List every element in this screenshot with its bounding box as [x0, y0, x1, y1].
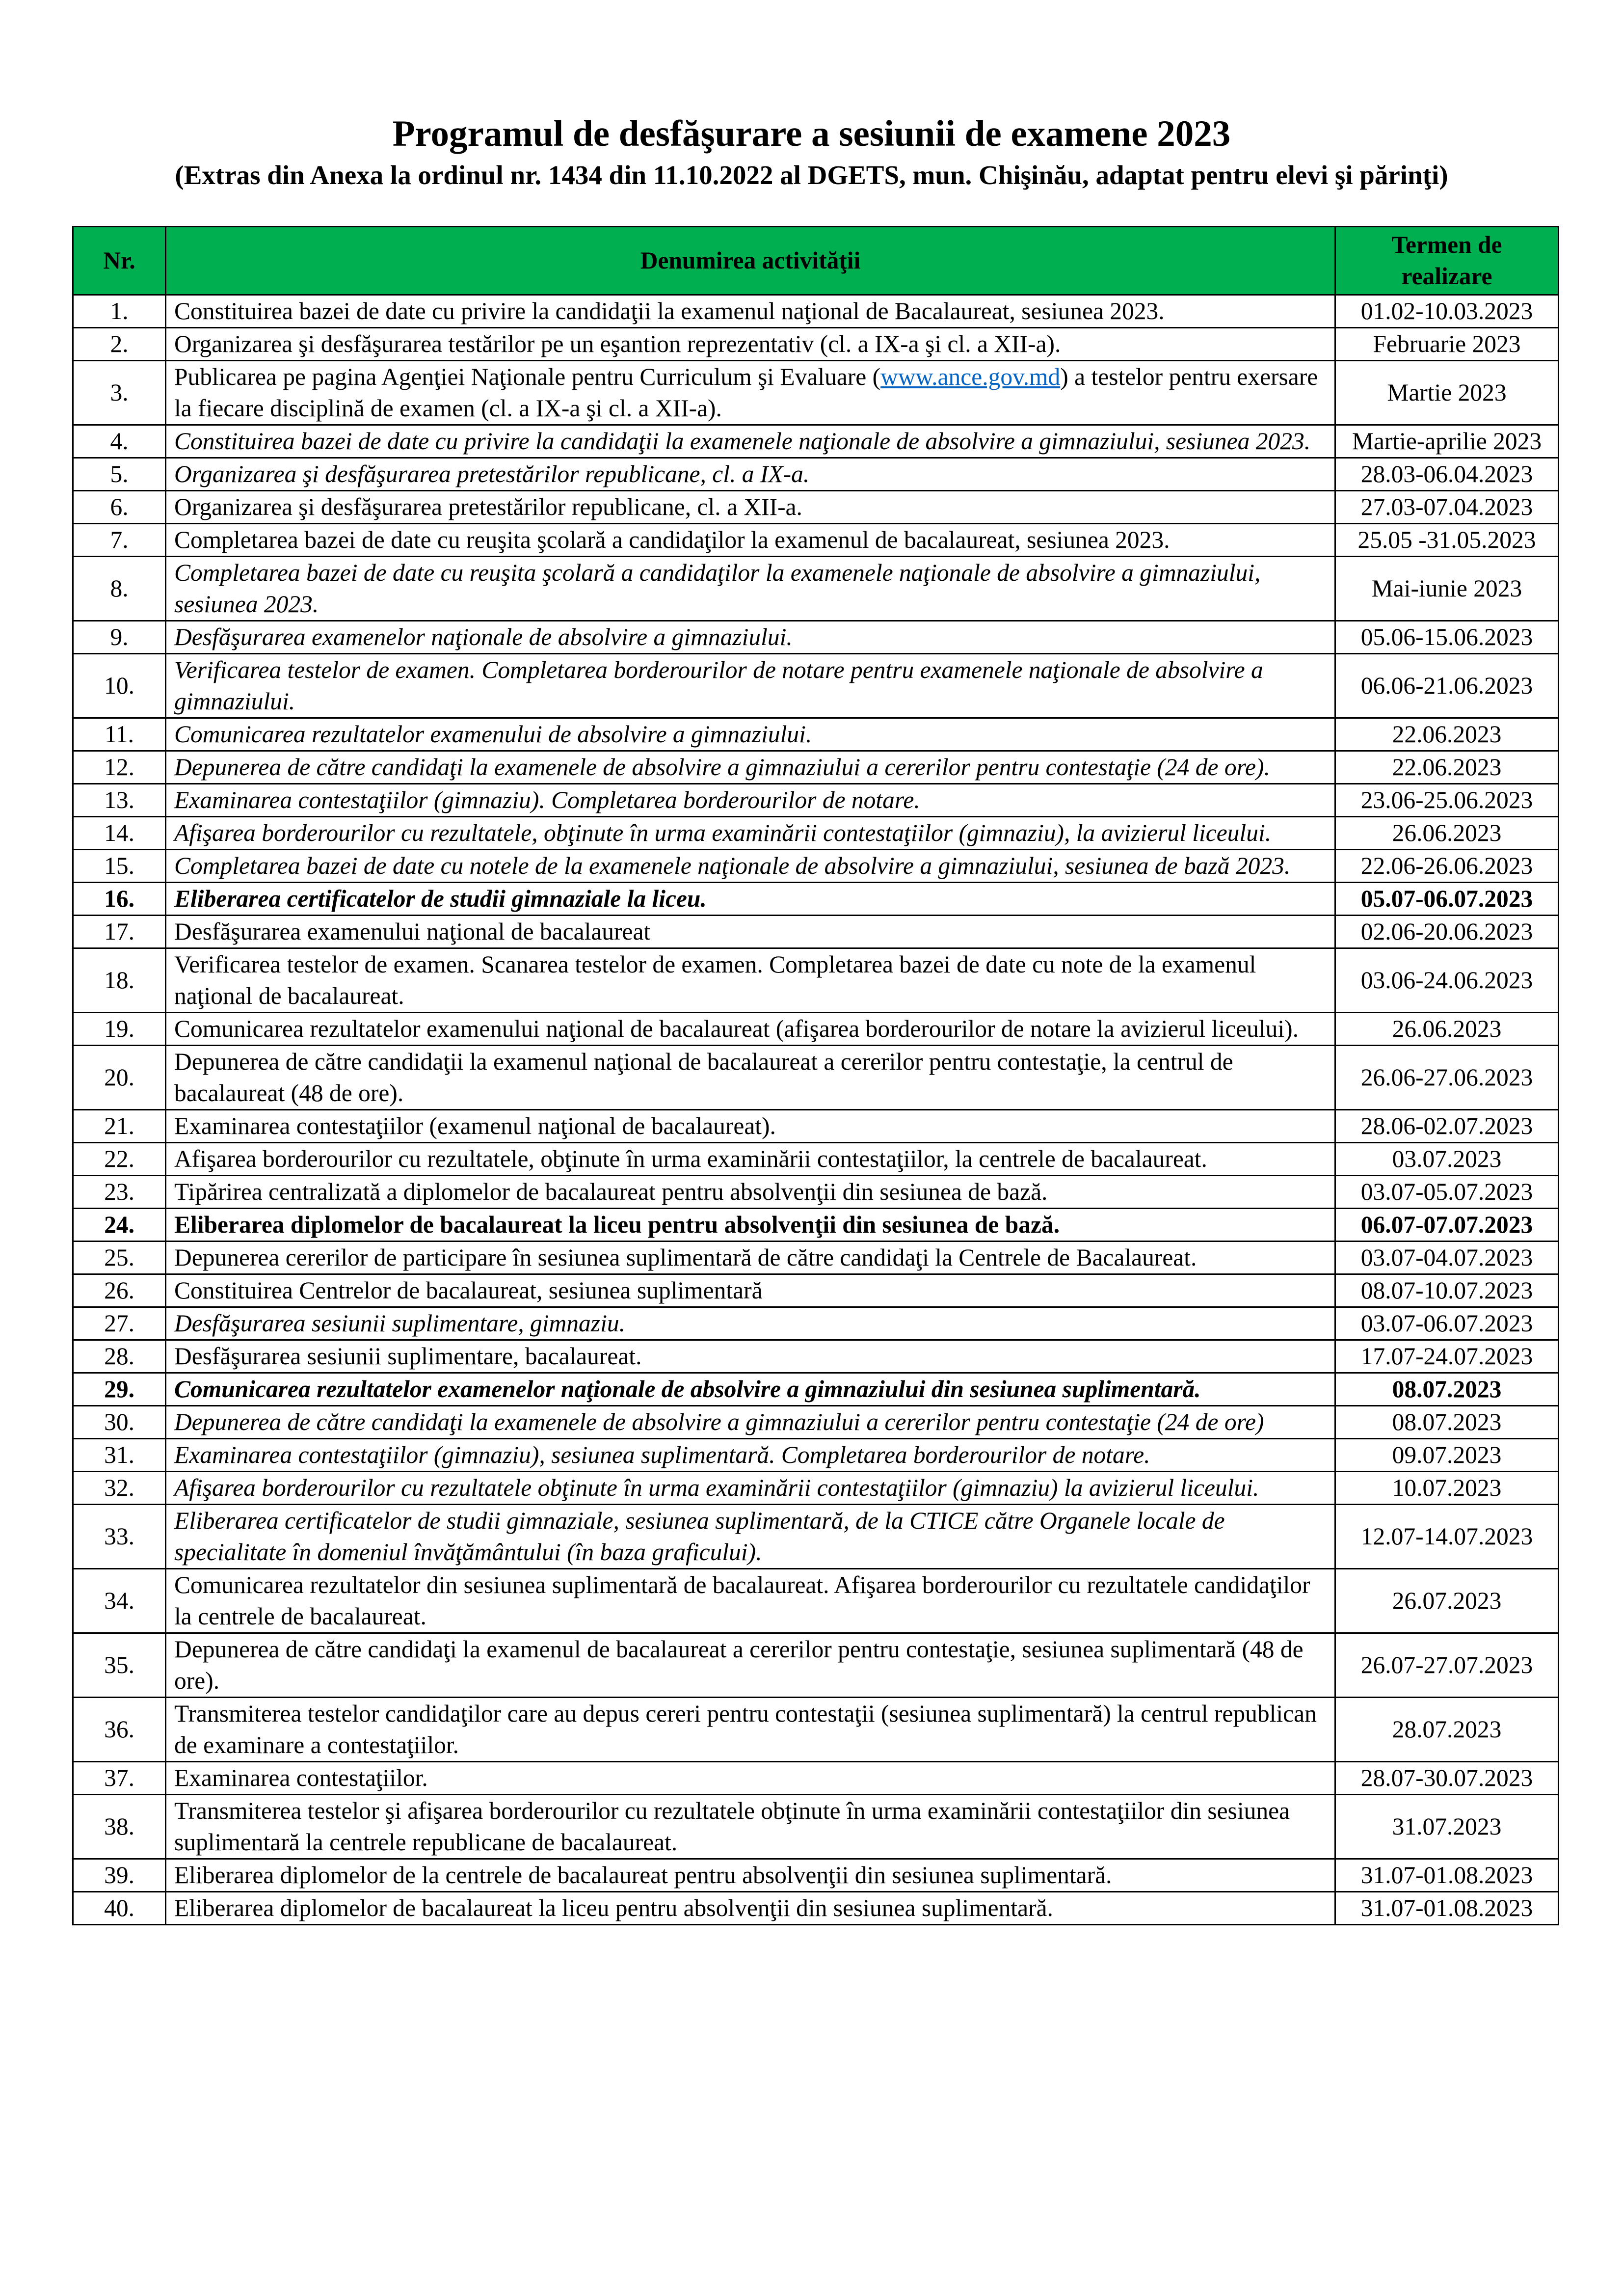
row-number: 1.	[73, 295, 166, 328]
row-term: 02.06-20.06.2023	[1335, 916, 1559, 948]
table-row	[73, 751, 1559, 784]
exam-schedule-table	[72, 226, 1559, 1925]
row-term: 08.07.2023	[1335, 1373, 1559, 1406]
row-number: 38.	[73, 1795, 166, 1859]
row-activity: Eliberarea certificatelor de studii gimnaziale, sesiunea suplimentară, de la CTICE către Organele locale de specialitate în domeniul învăţământului (în baza graficului).	[166, 1505, 1335, 1569]
row-number: 11.	[73, 718, 166, 751]
table-row	[73, 1143, 1559, 1176]
row-activity: Depunerea de către candidaţii la examenul naţional de bacalaureat a cererilor pentru contestaţie, la centrul de bacalaureat (48 de ore).	[166, 1046, 1335, 1110]
row-activity: Afişarea borderourilor cu rezultatele, obţinute în urma examinării contestaţiilor, la centrele de bacalaureat.	[166, 1143, 1335, 1176]
row-number: 16.	[73, 883, 166, 916]
table-row	[73, 916, 1559, 948]
table-row	[73, 948, 1559, 1013]
row-number: 29.	[73, 1373, 166, 1406]
row-term: 26.07-27.07.2023	[1335, 1633, 1559, 1698]
table-row	[73, 1505, 1559, 1569]
row-activity: Desfăşurarea examenului naţional de bacalaureat	[166, 916, 1335, 948]
row-term: 08.07.2023	[1335, 1406, 1559, 1439]
row-activity: Constituirea bazei de date cu privire la candidaţii la examenele naţionale de absolvire a gimnaziului, sesiunea 2023.	[166, 425, 1335, 458]
row-number: 14.	[73, 817, 166, 850]
table-row	[73, 621, 1559, 654]
row-number: 34.	[73, 1569, 166, 1633]
row-term: 05.07-06.07.2023	[1335, 883, 1559, 916]
row-term: Martie 2023	[1335, 361, 1559, 425]
row-number: 31.	[73, 1439, 166, 1472]
row-activity: Examinarea contestaţiilor.	[166, 1762, 1335, 1795]
row-activity: Eliberarea diplomelor de la centrele de bacalaureat pentru absolvenţii din sesiunea suplimentară.	[166, 1859, 1335, 1892]
row-activity: Depunerea cererilor de participare în sesiunea suplimentară de către candidaţi la Centrele de Bacalaureat.	[166, 1242, 1335, 1274]
row-number: 15.	[73, 850, 166, 883]
table-row	[73, 718, 1559, 751]
row-term: 28.07.2023	[1335, 1698, 1559, 1762]
row-number: 21.	[73, 1110, 166, 1143]
row-number: 4.	[73, 425, 166, 458]
row-activity: Afişarea borderourilor cu rezultatele obţinute în urma examinării contestaţiilor (gimnaziu) la avizierul liceului.	[166, 1472, 1335, 1505]
row-term: 28.06-02.07.2023	[1335, 1110, 1559, 1143]
row-number: 20.	[73, 1046, 166, 1110]
activity-text: Publicarea pe pagina Agenţiei Naţionale pentru Curriculum şi Evaluare (	[174, 363, 881, 390]
row-number: 3.	[73, 361, 166, 425]
row-term: 26.07.2023	[1335, 1569, 1559, 1633]
table-header-row	[73, 227, 1559, 295]
row-activity: Depunerea de către candidaţi la examenele de absolvire a gimnaziului a cererilor pentru contestaţie (24 de ore)	[166, 1406, 1335, 1439]
row-number: 12.	[73, 751, 166, 784]
row-term: 17.07-24.07.2023	[1335, 1340, 1559, 1373]
table-row	[73, 1176, 1559, 1209]
row-term: Mai-iunie 2023	[1335, 557, 1559, 621]
row-term: 26.06.2023	[1335, 817, 1559, 850]
row-activity: Examinarea contestaţiilor (gimnaziu), sesiunea suplimentară. Completarea borderourilor de notare.	[166, 1439, 1335, 1472]
row-activity: Depunerea de către candidaţi la examenul de bacalaureat a cererilor pentru contestaţie, sesiunea suplimentară (48 de ore).	[166, 1633, 1335, 1698]
row-number: 25.	[73, 1242, 166, 1274]
row-activity: Constituirea bazei de date cu privire la candidaţii la examenul naţional de Bacalaureat, sesiunea 2023.	[166, 295, 1335, 328]
table-row	[73, 1046, 1559, 1110]
row-activity	[166, 361, 1335, 425]
row-term: 23.06-25.06.2023	[1335, 784, 1559, 817]
row-term: 12.07-14.07.2023	[1335, 1505, 1559, 1569]
row-term: 03.07-05.07.2023	[1335, 1176, 1559, 1209]
row-term: 03.07-04.07.2023	[1335, 1242, 1559, 1274]
row-term: 22.06.2023	[1335, 718, 1559, 751]
table-row	[73, 1013, 1559, 1046]
row-number: 32.	[73, 1472, 166, 1505]
table-row	[73, 557, 1559, 621]
row-term: 10.07.2023	[1335, 1472, 1559, 1505]
row-number: 7.	[73, 524, 166, 557]
row-number: 13.	[73, 784, 166, 817]
row-term: 27.03-07.04.2023	[1335, 491, 1559, 524]
row-term: 31.07-01.08.2023	[1335, 1892, 1559, 1925]
table-row	[73, 1859, 1559, 1892]
row-activity: Desfăşurarea examenelor naţionale de absolvire a gimnaziului.	[166, 621, 1335, 654]
row-number: 19.	[73, 1013, 166, 1046]
row-activity: Eliberarea certificatelor de studii gimnaziale la liceu.	[166, 883, 1335, 916]
row-activity: Examinarea contestaţiilor (gimnaziu). Completarea borderourilor de notare.	[166, 784, 1335, 817]
row-activity: Examinarea contestaţiilor (examenul naţional de bacalaureat).	[166, 1110, 1335, 1143]
row-number: 10.	[73, 654, 166, 718]
row-activity: Transmiterea testelor şi afişarea borderourilor cu rezultatele obţinute în urma examinării contestaţiilor din sesiunea suplimentară la centrele republicane de bacalaureat.	[166, 1795, 1335, 1859]
row-number: 23.	[73, 1176, 166, 1209]
row-number: 39.	[73, 1859, 166, 1892]
table-row	[73, 1892, 1559, 1925]
row-term: 06.06-21.06.2023	[1335, 654, 1559, 718]
row-activity: Completarea bazei de date cu reuşita şcolară a candidaţilor la examenul de bacalaureat, sesiunea 2023.	[166, 524, 1335, 557]
row-term: 31.07-01.08.2023	[1335, 1859, 1559, 1892]
row-term: 26.06.2023	[1335, 1013, 1559, 1046]
header-term: Termen de realizare	[1335, 227, 1559, 295]
table-row	[73, 328, 1559, 361]
row-activity: Organizarea şi desfăşurarea testărilor pe un eşantion reprezentativ (cl. a IX-a şi cl. a XII-a).	[166, 328, 1335, 361]
row-number: 2.	[73, 328, 166, 361]
row-number: 6.	[73, 491, 166, 524]
row-term: 25.05 -31.05.2023	[1335, 524, 1559, 557]
row-activity: Depunerea de către candidaţi la examenele de absolvire a gimnaziului a cererilor pentru contestaţie (24 de ore).	[166, 751, 1335, 784]
row-term: 01.02-10.03.2023	[1335, 295, 1559, 328]
table-row	[73, 850, 1559, 883]
row-activity: Eliberarea diplomelor de bacalaureat la liceu pentru absolvenţii din sesiunea de bază.	[166, 1209, 1335, 1242]
table-row	[73, 1209, 1559, 1242]
row-activity: Comunicarea rezultatelor examenului de absolvire a gimnaziului.	[166, 718, 1335, 751]
ance-website-link[interactable]: www.ance.gov.md	[880, 363, 1061, 390]
row-term: 28.03-06.04.2023	[1335, 458, 1559, 491]
row-number: 33.	[73, 1505, 166, 1569]
table-row	[73, 1439, 1559, 1472]
row-activity: Comunicarea rezultatelor examenului naţional de bacalaureat (afişarea borderourilor de notare la avizierul liceului).	[166, 1013, 1335, 1046]
row-number: 18.	[73, 948, 166, 1013]
table-row	[73, 1373, 1559, 1406]
row-term: Februarie 2023	[1335, 328, 1559, 361]
table-row	[73, 361, 1559, 425]
row-activity: Organizarea şi desfăşurarea pretestărilor republicane, cl. a IX-a.	[166, 458, 1335, 491]
table-row	[73, 1242, 1559, 1274]
row-activity: Afişarea borderourilor cu rezultatele, obţinute în urma examinării contestaţiilor (gimnaziu), la avizierul liceului.	[166, 817, 1335, 850]
row-number: 9.	[73, 621, 166, 654]
table-row	[73, 1340, 1559, 1373]
row-number: 36.	[73, 1698, 166, 1762]
table-row	[73, 491, 1559, 524]
page-subtitle: (Extras din Anexa la ordinul nr. 1434 din 11.10.2022 al DGETS, mun. Chişinău, adaptat pentru elevi şi părinţi)	[175, 160, 1448, 190]
row-number: 37.	[73, 1762, 166, 1795]
row-activity: Transmiterea testelor candidaţilor care au depus cereri pentru contestaţii (sesiunea suplimentară) la centrul republican de examinare a contestaţiilor.	[166, 1698, 1335, 1762]
table-row	[73, 1274, 1559, 1307]
row-number: 26.	[73, 1274, 166, 1307]
row-term: 08.07-10.07.2023	[1335, 1274, 1559, 1307]
row-term: 05.06-15.06.2023	[1335, 621, 1559, 654]
row-term: 03.07-06.07.2023	[1335, 1307, 1559, 1340]
row-number: 5.	[73, 458, 166, 491]
activity-text: ) a testelor pentru exersare la fiecare disciplină de examen (cl. a IX-a şi cl. a XII-a).	[174, 363, 1318, 422]
row-activity: Verificarea testelor de examen. Completarea borderourilor de notare pentru examenele naţionale de absolvire a gimnaziului.	[166, 654, 1335, 718]
row-activity: Tipărirea centralizată a diplomelor de bacalaureat pentru absolvenţii din sesiunea de bază.	[166, 1176, 1335, 1209]
row-number: 24.	[73, 1209, 166, 1242]
row-number: 35.	[73, 1633, 166, 1698]
table-row	[73, 1110, 1559, 1143]
row-activity: Desfăşurarea sesiunii suplimentare, gimnaziu.	[166, 1307, 1335, 1340]
table-row	[73, 295, 1559, 328]
row-term: 09.07.2023	[1335, 1439, 1559, 1472]
row-term: 03.06-24.06.2023	[1335, 948, 1559, 1013]
page-title: Programul de desfăşurare a sesiunii de examene 2023	[392, 113, 1231, 154]
row-activity: Constituirea Centrelor de bacalaureat, sesiunea suplimentară	[166, 1274, 1335, 1307]
row-term: 22.06-26.06.2023	[1335, 850, 1559, 883]
header-nr: Nr.	[73, 227, 166, 295]
table-row	[73, 1698, 1559, 1762]
row-number: 40.	[73, 1892, 166, 1925]
table-row	[73, 458, 1559, 491]
table-row	[73, 883, 1559, 916]
table-row	[73, 1406, 1559, 1439]
row-number: 8.	[73, 557, 166, 621]
row-term: 03.07.2023	[1335, 1143, 1559, 1176]
row-term: Martie-aprilie 2023	[1335, 425, 1559, 458]
row-number: 30.	[73, 1406, 166, 1439]
row-number: 17.	[73, 916, 166, 948]
row-number: 27.	[73, 1307, 166, 1340]
table-row	[73, 425, 1559, 458]
row-term: 26.06-27.06.2023	[1335, 1046, 1559, 1110]
row-term: 28.07-30.07.2023	[1335, 1762, 1559, 1795]
table-row	[73, 817, 1559, 850]
row-term: 06.07-07.07.2023	[1335, 1209, 1559, 1242]
row-number: 28.	[73, 1340, 166, 1373]
table-row	[73, 524, 1559, 557]
table-row	[73, 1569, 1559, 1633]
table-row	[73, 1472, 1559, 1505]
table-row	[73, 654, 1559, 718]
row-activity: Completarea bazei de date cu notele de la examenele naţionale de absolvire a gimnaziului, sesiunea de bază 2023.	[166, 850, 1335, 883]
row-number: 22.	[73, 1143, 166, 1176]
table-row	[73, 1762, 1559, 1795]
table-row	[73, 1633, 1559, 1698]
row-term: 22.06.2023	[1335, 751, 1559, 784]
row-activity: Comunicarea rezultatelor examenelor naţionale de absolvire a gimnaziului din sesiunea suplimentară.	[166, 1373, 1335, 1406]
row-activity: Verificarea testelor de examen. Scanarea testelor de examen. Completarea bazei de date cu note de la examenul naţional de bacalaureat.	[166, 948, 1335, 1013]
table-row	[73, 784, 1559, 817]
table-row	[73, 1307, 1559, 1340]
row-activity: Completarea bazei de date cu reuşita şcolară a candidaţilor la examenele naţionale de absolvire a gimnaziului, sesiunea 2023.	[166, 557, 1335, 621]
header-activity: Denumirea activităţii	[166, 227, 1335, 295]
row-activity: Organizarea şi desfăşurarea pretestărilor republicane, cl. a XII-a.	[166, 491, 1335, 524]
row-term: 31.07.2023	[1335, 1795, 1559, 1859]
row-activity: Desfăşurarea sesiunii suplimentare, bacalaureat.	[166, 1340, 1335, 1373]
row-activity: Eliberarea diplomelor de bacalaureat la liceu pentru absolvenţii din sesiunea suplimentară.	[166, 1892, 1335, 1925]
table-row	[73, 1795, 1559, 1859]
row-activity: Comunicarea rezultatelor din sesiunea suplimentară de bacalaureat. Afişarea borderourilor cu rezultatele candidaţilor la centrele de bacalaureat.	[166, 1569, 1335, 1633]
